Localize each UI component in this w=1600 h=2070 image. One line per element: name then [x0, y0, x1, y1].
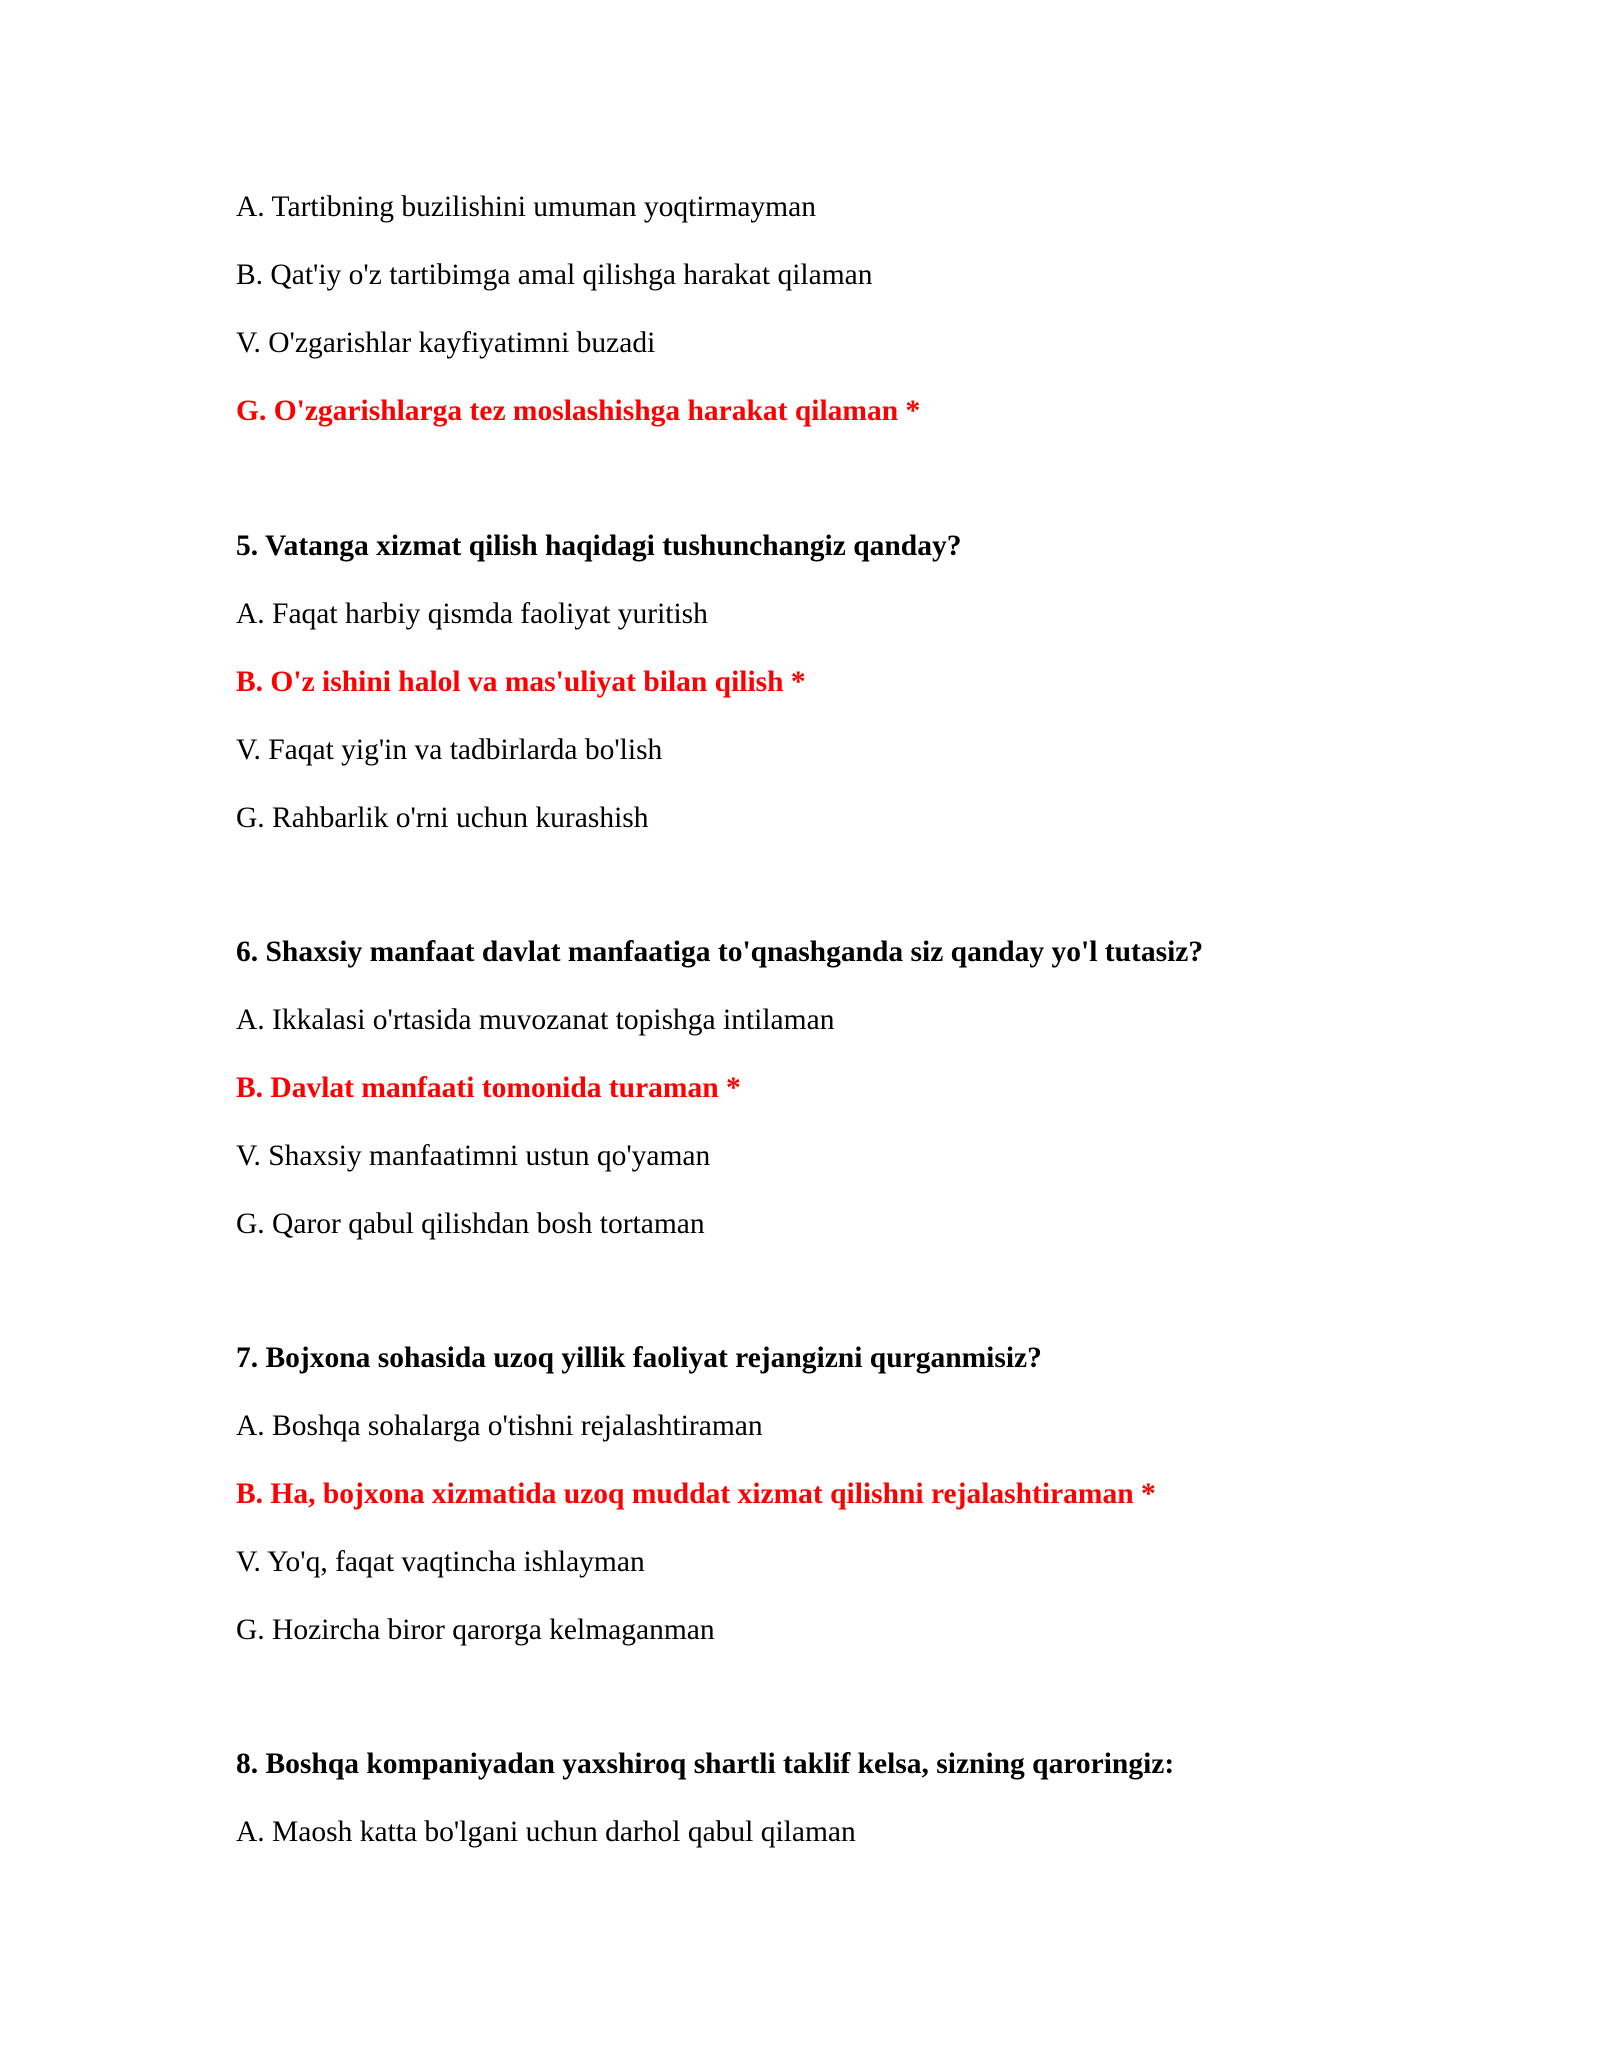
- question-7-title: 7. Bojxona sohasida uzoq yillik faoliyat rejangizni qurganmisiz?: [236, 1342, 1042, 1374]
- option-text: G. Rahbarlik o'rni uchun kurashish: [236, 802, 649, 834]
- question-5-title: 5. Vatanga xizmat qilish haqidagi tushunchangiz qanday?: [236, 530, 962, 562]
- correct-option-text: G. O'zgarishlarga tez moslashishga harakat qilaman *: [236, 395, 921, 427]
- option-text: A. Tartibning buzilishini umuman yoqtirmayman: [236, 191, 816, 223]
- correct-option-text: B. O'z ishini halol va mas'uliyat bilan qilish *: [236, 666, 806, 698]
- option-text: V. Yo'q, faqat vaqtincha ishlayman: [236, 1546, 645, 1578]
- option-text: A. Faqat harbiy qismda faoliyat yuritish: [236, 598, 708, 630]
- correct-option-text: B. Ha, bojxona xizmatida uzoq muddat xizmat qilishni rejalashtiraman *: [236, 1478, 1156, 1510]
- option-text: V. Shaxsiy manfaatimni ustun qo'yaman: [236, 1140, 711, 1172]
- option-text: G. Qaror qabul qilishdan bosh tortaman: [236, 1208, 705, 1240]
- question-6-title: 6. Shaxsiy manfaat davlat manfaatiga to'qnashganda siz qanday yo'l tutasiz?: [236, 936, 1204, 968]
- option-text: A. Maosh katta bo'lgani uchun darhol qabul qilaman: [236, 1816, 856, 1848]
- option-text: V. Faqat yig'in va tadbirlarda bo'lish: [236, 734, 663, 766]
- option-text: G. Hozircha biror qarorga kelmaganman: [236, 1614, 715, 1646]
- option-text: A. Boshqa sohalarga o'tishni rejalashtiraman: [236, 1410, 763, 1442]
- option-text: V. O'zgarishlar kayfiyatimni buzadi: [236, 327, 656, 359]
- correct-option-text: B. Davlat manfaati tomonida turaman *: [236, 1072, 741, 1104]
- option-text: B. Qat'iy o'z tartibimga amal qilishga harakat qilaman: [236, 259, 873, 291]
- question-8-title: 8. Boshqa kompaniyadan yaxshiroq shartli taklif kelsa, sizning qaroringiz:: [236, 1748, 1175, 1780]
- option-text: A. Ikkalasi o'rtasida muvozanat topishga intilaman: [236, 1004, 835, 1036]
